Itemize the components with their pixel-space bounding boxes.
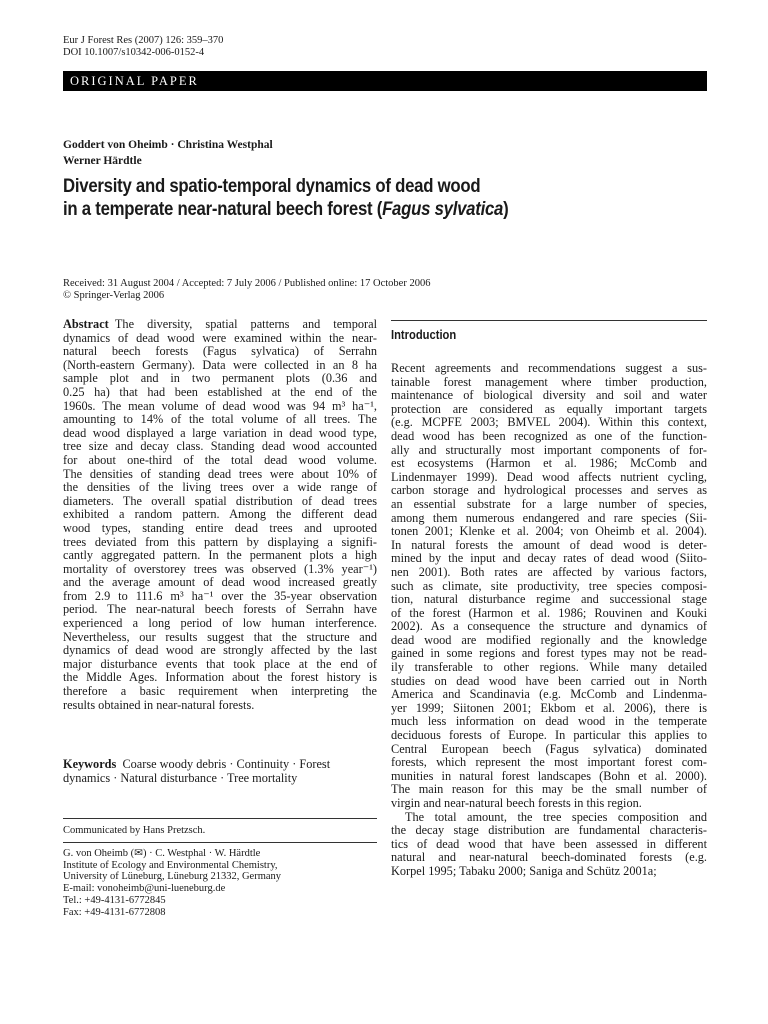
- introduction-line: yer 1999; Siitonen 2001; Ekbom et al. 2006), there is: [391, 700, 707, 715]
- abstract-line: 0.25 ha) that had been established at the end of the: [63, 384, 377, 399]
- introduction-heading: Introduction: [391, 327, 457, 342]
- introduction-line: dead wood are modified regionally and the knowledge: [391, 632, 707, 647]
- authors-line-1: Goddert von Oheimb · Christina Westphal: [63, 139, 273, 151]
- abstract-line: [63, 318, 377, 332]
- introduction-line: mined by the input and decay rates of dead wood (Siito-: [391, 551, 707, 566]
- introduction-line: maintenance of biological diversity and soil and water: [391, 388, 707, 403]
- introduction-line: ily transferable to other regions. While many detailed: [391, 660, 707, 675]
- introduction-line: Central European beech (Fagus sylvatica) dominated: [391, 741, 707, 756]
- introduction-line: Recent agreements and recommendations suggest a sus-: [391, 361, 707, 375]
- abstract-first-line: The diversity, spatial patterns and temporal: [108, 317, 377, 331]
- publication-dates: Received: 31 August 2004 / Accepted: 7 July 2006 / Published online: 17 October 2006: [63, 278, 431, 289]
- author-list: [63, 137, 273, 169]
- introduction-line: Lindenmayer 1999). Dead wood affects nutrient cycling,: [391, 469, 707, 484]
- abstract-line: 1960s. The mean volume of dead wood was 94 m³ ha⁻¹,: [63, 398, 377, 413]
- abstract-line: natural beech forests (Fagus sylvatica) of Serrahn: [63, 344, 377, 359]
- keywords-line-2: dynamics · Natural disturbance · Tree mortality: [63, 770, 298, 785]
- copyright-notice: © Springer-Verlag 2006: [63, 290, 165, 301]
- divider: [63, 842, 377, 843]
- abstract-line: period. The near-natural beech forests of Serrahn have: [63, 602, 377, 617]
- affiliation-phone: Tel.: +49-4131-6772845: [63, 894, 166, 906]
- introduction-line: (e.g. MCPFE 2003; BMVEL 2004). Within this context,: [391, 415, 707, 430]
- journal-volume-line: Eur J Forest Res (2007) 126: 359–370: [63, 35, 224, 46]
- introduction-line: among them numerous endangered and rare species (Sii-: [391, 510, 707, 525]
- keywords-line-1: [63, 758, 377, 772]
- abstract-line: amounting to 14% of the total volume of all trees. The: [63, 412, 377, 427]
- introduction-line: of the forest (Harmon et al. 1986; Rouvinen and Kouki: [391, 605, 707, 620]
- introduction-line: forests, which represent the most important forest com-: [391, 755, 707, 770]
- abstract-line: the Middle Ages. Information about the forest history is: [63, 670, 377, 685]
- affiliation-address: University of Lüneburg, Lüneburg 21332, Germany: [63, 871, 282, 883]
- introduction-line: protection are considered as equally important targets: [391, 401, 707, 416]
- abstract-line: wood types, standing entire dead trees and uprooted: [63, 520, 377, 535]
- keywords-label: Keywords: [63, 757, 117, 771]
- introduction-line: such as climate, site productivity, tree species composi-: [391, 578, 707, 593]
- introduction-line: est ecosystems (Harmon et al. 1986; McComb and: [391, 456, 707, 471]
- abstract-line: results obtained in near-natural forests.: [63, 697, 255, 712]
- introduction-line: Korpel 1995; Tabaku 2000; Saniga and Schütz 2001a;: [391, 863, 657, 878]
- title-line-2: [63, 198, 617, 221]
- abstract-line: major disturbance events that took place at the end of: [63, 656, 377, 671]
- title-species-name: Fagus sylvatica: [382, 198, 504, 220]
- introduction-line: 2002). As a consequence the structure and dynamics of: [391, 619, 707, 634]
- introduction-line: the decay stage distribution are fundamental characteris-: [391, 823, 707, 838]
- abstract-line: (North-eastern Germany). Data were collected in an 8 ha: [63, 357, 377, 372]
- affiliation-block: [63, 848, 377, 918]
- abstract-line: the densities of the living trees over a wide range of: [63, 480, 377, 495]
- introduction-line: The total amount, the tree species composition and: [405, 809, 707, 824]
- affiliation-institute: Institute of Ecology and Environmental Chemistry,: [63, 859, 278, 871]
- divider: [63, 818, 377, 819]
- abstract-line: dead wood displayed a large variation in dead wood type,: [63, 425, 377, 440]
- introduction-line: dead wood has been recognized as one of the function-: [391, 428, 707, 443]
- divider: [391, 320, 707, 321]
- abstract-line: Nevertheless, our results suggest that the structure and: [63, 629, 377, 644]
- abstract-line: dynamics of dead wood were examined within the near-: [63, 330, 377, 345]
- abstract-line: cantly aggregated pattern. In the permanent plots a high: [63, 548, 377, 563]
- paper-type-banner: ORIGINAL PAPER: [63, 71, 707, 91]
- introduction-line: deciduous forests of Europe. In particular this applies to: [391, 728, 707, 743]
- introduction-line: studies on dead wood have been carried out in North: [391, 673, 707, 688]
- introduction-line: natural and near-natural beech-dominated forests (e.g.: [391, 850, 707, 865]
- introduction-line: tonen 2001; Klenke et al. 2004; von Oheimb et al. 2004).: [391, 524, 707, 539]
- introduction-body: [391, 362, 707, 879]
- introduction-line: In natural forests the amount of dead wood is deter-: [391, 537, 707, 552]
- abstract-label: Abstract: [63, 317, 109, 331]
- introduction-line: munities in natural forest landscapes (Bohn et al. 2000).: [391, 768, 707, 783]
- abstract-line: and the average amount of dead wood increased greatly: [63, 575, 377, 590]
- introduction-line: nen 2001). Both rates are affected by various factors,: [391, 564, 707, 579]
- title-line-2-suffix: ): [503, 198, 509, 220]
- abstract-line: tree size and decay class. Standing dead wood accounted: [63, 439, 377, 454]
- introduction-line: gained in some regions and forest types may not be read-: [391, 646, 707, 661]
- communicated-by: Communicated by Hans Pretzsch.: [63, 825, 206, 836]
- title-line-2-prefix: in a temperate near-natural beech forest (: [63, 198, 383, 220]
- introduction-line: tion, natural disturbance regime and successional stage: [391, 592, 707, 607]
- abstract-line: dynamics of dead wood are strongly affected by the last: [63, 643, 377, 658]
- abstract-line: for about one-third of the total dead wood volume.: [63, 452, 377, 467]
- introduction-line: tics of dead wood that have been assessed in different: [391, 836, 707, 851]
- introduction-line: carbon storage and hydrological processes and serves as: [391, 483, 707, 498]
- authors-line-2: Werner Härdtle: [63, 155, 142, 167]
- introduction-line: much less information on dead wood in the temperate: [391, 714, 707, 729]
- abstract-section: [63, 318, 377, 712]
- keywords-text-1: Coarse woody debris · Continuity · Forest: [122, 757, 331, 771]
- affiliation-email[interactable]: E-mail: vonoheimb@uni-lueneburg.de: [63, 883, 226, 895]
- introduction-line: America and Scandinavia (e.g. McComb and Lindenma-: [391, 687, 707, 702]
- introduction-line: tainable forest management where timber production,: [391, 374, 707, 389]
- introduction-line: virgin and near-natural beech forests in this region.: [391, 796, 642, 810]
- abstract-line: The densities of standing dead trees were about 10% of: [63, 466, 377, 481]
- paper-title: [63, 175, 617, 221]
- introduction-line: The main reason for this may be the small number of: [391, 782, 707, 797]
- keywords-section: [63, 758, 377, 785]
- affiliation-authors: G. von Oheimb (✉) · C. Westphal · W. Härdtle: [63, 848, 261, 859]
- abstract-line: sample plot and in two permanent plots (0.36 and: [63, 371, 377, 386]
- abstract-line: experienced a long period of low human interference.: [63, 616, 377, 631]
- affiliation-fax: Fax: +49-4131-6772808: [63, 906, 166, 918]
- abstract-line: diameters. The overall spatial distribution of dead trees: [63, 493, 377, 508]
- abstract-line: trees deviated from this pattern by displaying a signifi-: [63, 534, 377, 549]
- abstract-line: from 2.9 to 111.6 m³ ha⁻¹ over the 35-year observation: [63, 588, 377, 603]
- introduction-line: an essential substrate for a large number of species,: [391, 496, 707, 511]
- abstract-line: mortality of overstorey trees was observed (1.3% year⁻¹): [63, 561, 377, 576]
- abstract-line: therefore a basic requirement when interpreting the: [63, 684, 377, 699]
- introduction-line: ally and structurally most important components of for-: [391, 442, 707, 457]
- journal-citation: [63, 35, 223, 59]
- doi-line: DOI 10.1007/s10342-006-0152-4: [63, 47, 205, 58]
- title-line-1: Diversity and spatio-temporal dynamics of dead wood: [63, 175, 481, 197]
- abstract-line: exhibited a random pattern. Among the different dead: [63, 507, 377, 522]
